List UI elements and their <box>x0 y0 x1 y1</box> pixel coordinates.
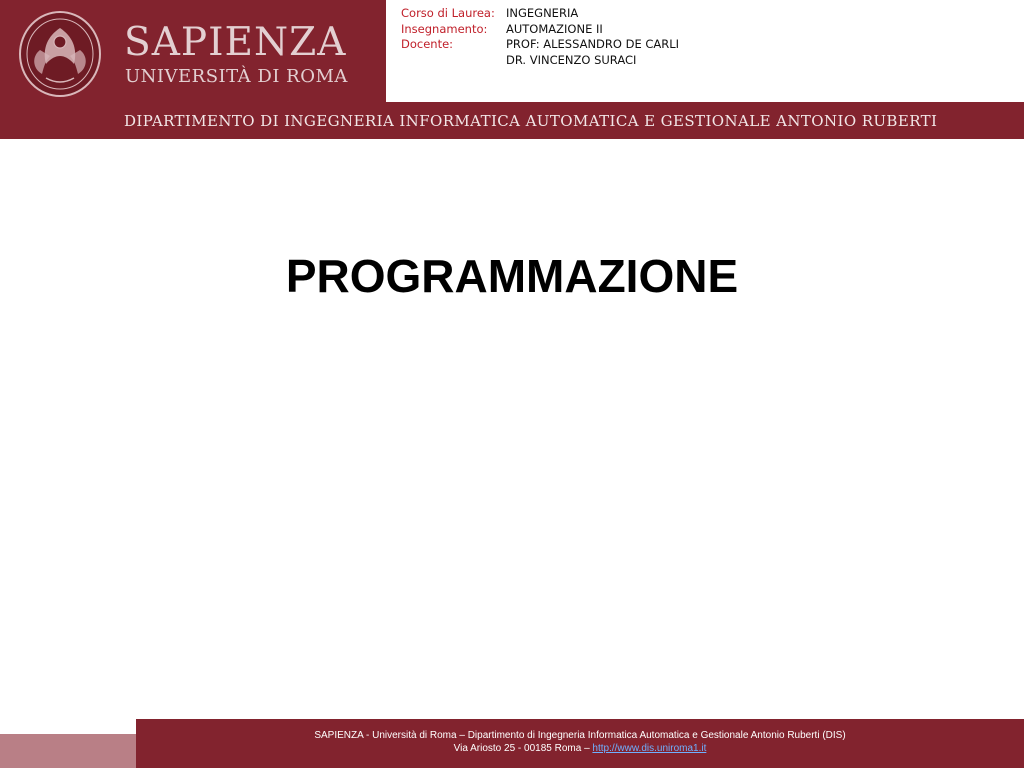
department-band <box>0 102 1024 139</box>
footer-institution: SAPIENZA - Università di Roma – Dipartimento di Ingegneria Informatica Automatica e Gestionale Antonio Ruberti (DIS) <box>314 730 846 741</box>
co-teacher-row <box>401 53 679 69</box>
course-value: INGEGNERIA <box>506 6 579 20</box>
brand-subtitle: UNIVERSITÀ DI ROMA <box>125 66 348 87</box>
teacher-value: PROF: ALESSANDRO DE CARLI <box>506 37 680 51</box>
footer-accent <box>0 734 138 768</box>
teacher-row <box>401 37 679 53</box>
subject-row <box>401 22 679 38</box>
teacher-label: Docente: <box>401 37 454 51</box>
brand-name: SAPIENZA <box>124 20 347 65</box>
university-seal-icon <box>18 10 102 98</box>
co-teacher-label <box>401 53 506 69</box>
co-teacher-value: DR. VINCENZO SURACI <box>506 52 637 67</box>
footer-address-line <box>136 742 1024 755</box>
university-logo-block <box>0 0 386 102</box>
footer <box>136 719 1024 768</box>
course-row <box>401 6 679 22</box>
footer-address: Via Ariosto 25 - 00185 Roma – <box>453 743 593 754</box>
slide-title: PROGRAMMAZIONE <box>285 250 739 302</box>
course-label: Corso di Laurea: <box>401 6 495 20</box>
subject-value: AUTOMAZIONE II <box>506 21 603 36</box>
subject-label: Insegnamento: <box>401 21 488 36</box>
department-name: DIPARTIMENTO DI INGEGNERIA INFORMATICA AUTOMATICA E GESTIONALE ANTONIO RUBERTI <box>124 112 938 130</box>
website-link[interactable]: http://www.dis.uniroma1.it <box>592 743 707 754</box>
course-info <box>401 6 679 68</box>
